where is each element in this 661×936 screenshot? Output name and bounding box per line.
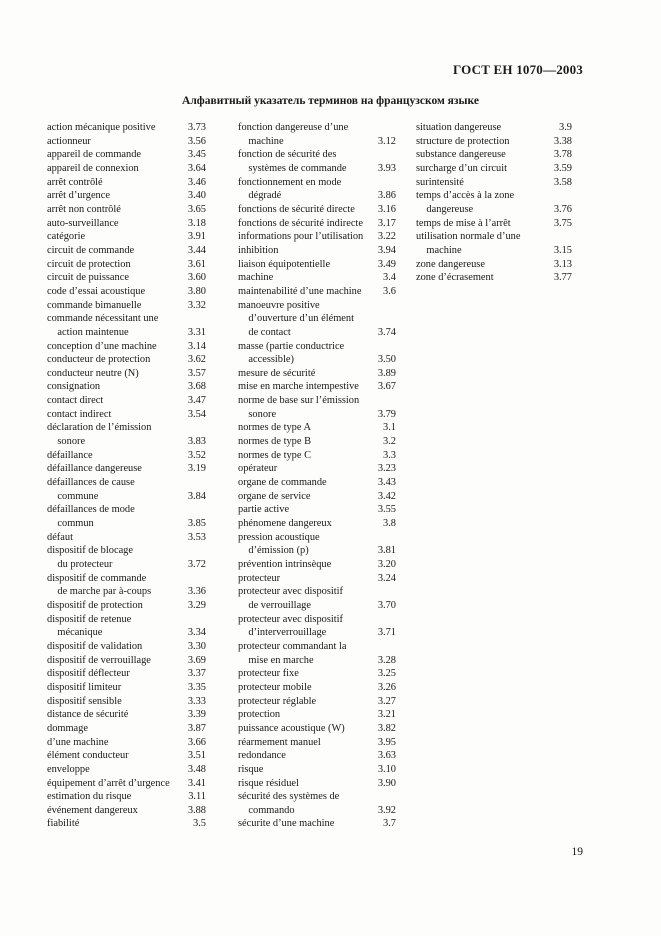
- index-term-number: 3.55: [377, 504, 396, 516]
- index-term-number: 3.3: [383, 449, 396, 461]
- index-term: commande bimanuelle: [47, 299, 142, 311]
- index-entry: [47, 777, 212, 791]
- index-term: distance de sécurité: [47, 709, 129, 721]
- index-entry: [47, 599, 212, 613]
- index-term: dispositif limiteur: [47, 681, 122, 693]
- index-term: risque: [238, 763, 264, 775]
- index-term: défaut: [47, 531, 73, 543]
- index-entry: [47, 299, 212, 313]
- index-term-number: 3.11: [188, 791, 206, 803]
- index-entry: [47, 162, 212, 176]
- index-entry: [238, 681, 398, 695]
- index-term-number: 3.44: [187, 244, 206, 256]
- index-entry: [47, 708, 212, 722]
- index-entry: [238, 722, 398, 736]
- index-term: surcharge d’un circuit: [416, 162, 507, 174]
- index-entry: [238, 777, 398, 791]
- index-term: dispositif de validation: [47, 640, 143, 652]
- index-entry: [47, 749, 212, 763]
- index-entry: [238, 217, 398, 231]
- index-term-number: 3.72: [187, 559, 206, 570]
- index-term: circuit de puissance: [47, 272, 129, 284]
- index-term: arrêt d’urgence: [47, 190, 110, 202]
- index-column-3: [416, 121, 576, 285]
- index-term-number: 3.24: [377, 572, 396, 584]
- index-term: défaillance dangereuse: [47, 463, 142, 475]
- index-entry: [416, 148, 576, 162]
- index-term: dispositif de retenue mécanique: [47, 613, 132, 639]
- index-entry: [238, 340, 398, 367]
- index-entry: [47, 340, 212, 354]
- index-term: substance dangereuse: [416, 149, 506, 161]
- index-term: auto-surveillance: [47, 217, 119, 229]
- index-entry: [416, 271, 576, 285]
- index-entry: [47, 462, 212, 476]
- index-term: protecteur fixe: [238, 668, 299, 680]
- index-term-number: 3.41: [187, 777, 206, 789]
- index-term: protecteur: [238, 572, 281, 584]
- index-term-number: 3.34: [187, 627, 206, 639]
- index-term: circuit de commande: [47, 244, 135, 256]
- index-term: protection: [238, 709, 281, 721]
- index-term-number: 3.35: [187, 681, 206, 693]
- index-term-number: 3.43: [377, 477, 396, 489]
- index-term: sécurite d’une machine: [238, 818, 335, 830]
- index-entry: [47, 353, 212, 367]
- index-entry: [47, 176, 212, 190]
- index-term-number: 3.82: [377, 722, 396, 734]
- index-entry: [47, 203, 212, 217]
- index-entry: [238, 708, 398, 722]
- index-term: défaillance: [47, 449, 93, 461]
- index-term: fonction de sécurité des systèmes de commande: [238, 149, 347, 174]
- index-term-number: 3.12: [377, 135, 396, 147]
- index-term: commande nécessitant une action maintenue: [47, 313, 159, 338]
- index-term-number: 3.36: [187, 586, 206, 598]
- index-entry: [47, 804, 212, 818]
- index-term-number: 3.85: [187, 518, 206, 530]
- index-term: protecteur avec dispositif de verrouillage: [238, 586, 344, 611]
- index-term-number: 3.93: [377, 162, 396, 174]
- index-term-number: 3.80: [187, 285, 206, 297]
- index-term: organe de commande: [238, 477, 327, 489]
- index-entry: [416, 189, 576, 216]
- index-term-number: 3.26: [377, 681, 396, 693]
- index-term: informations pour l’utilisation: [238, 231, 364, 243]
- index-entry: [238, 258, 398, 272]
- index-term: fiabilité: [47, 818, 80, 830]
- index-term-number: 3.16: [377, 203, 396, 215]
- index-entry: [47, 285, 212, 299]
- index-term-number: 3.86: [377, 190, 396, 202]
- index-term: sécurité des systèmes de commando: [238, 791, 340, 816]
- index-term-number: 3.74: [377, 326, 396, 338]
- index-term-number: 3.21: [377, 709, 396, 721]
- index-entry: [47, 244, 212, 258]
- index-term: prévention intrinsèque: [238, 559, 332, 570]
- index-entry: [47, 667, 212, 681]
- index-term: machine: [238, 272, 274, 284]
- index-term: fonctionnement en mode dégradé: [238, 176, 342, 202]
- index-term: actionneur: [47, 135, 91, 147]
- index-term-number: 3.61: [187, 258, 206, 270]
- index-term-number: 3.62: [187, 354, 206, 366]
- index-term: dispositif de blocage du protecteur: [47, 545, 133, 570]
- index-entry: [238, 244, 398, 258]
- index-entry: [47, 544, 212, 571]
- index-term-number: 3.39: [187, 709, 206, 721]
- index-term: défaillances de cause commune: [47, 477, 135, 502]
- index-entry: [238, 640, 398, 667]
- index-term-number: 3.42: [377, 490, 396, 502]
- index-term: mise en marche intempestive: [238, 381, 359, 393]
- index-term: protecteur réglable: [238, 695, 317, 707]
- index-entry: [47, 421, 212, 448]
- index-term-number: 3.81: [377, 545, 396, 557]
- index-term-number: 3.50: [377, 354, 396, 366]
- index-entry: [47, 763, 212, 777]
- index-term-number: 3.66: [187, 736, 206, 748]
- index-term: redondance: [238, 750, 286, 762]
- index-entry: [47, 230, 212, 244]
- index-term-number: 3.63: [377, 750, 396, 762]
- index-entry: [416, 176, 576, 190]
- index-term-number: 3.14: [187, 340, 206, 352]
- index-term: mesure de sécurité: [238, 367, 316, 379]
- index-term: normes de type C: [238, 449, 312, 461]
- index-term-number: 3.89: [377, 367, 396, 379]
- index-term: surintensité: [416, 176, 464, 188]
- index-term-number: 3.31: [187, 326, 206, 338]
- index-term-number: 3.9: [559, 122, 572, 133]
- index-term-number: 3.58: [553, 176, 572, 188]
- index-term: circuit de protection: [47, 258, 131, 270]
- index-term-number: 3.68: [187, 381, 206, 393]
- index-entry: [47, 681, 212, 695]
- index-term: zone dangereuse: [416, 258, 485, 270]
- index-term: fonction dangereuse d’une machine: [238, 122, 349, 147]
- index-term-number: 3.46: [187, 176, 206, 188]
- index-term: opérateur: [238, 463, 278, 475]
- index-entry: [238, 421, 398, 435]
- index-term-number: 3.92: [377, 804, 396, 816]
- index-entry: [238, 503, 398, 517]
- index-term-number: 3.25: [377, 668, 396, 680]
- index-term: utilisation normale d’une machine: [416, 231, 521, 256]
- index-entry: [238, 585, 398, 612]
- index-entry: [238, 176, 398, 203]
- index-entry: [238, 572, 398, 586]
- index-term: catégorie: [47, 231, 86, 243]
- index-term: défaillances de mode commun: [47, 504, 135, 530]
- index-entry: [416, 121, 576, 135]
- index-entry: [47, 271, 212, 285]
- document-code: ГОСТ ЕН 1070—2003: [453, 62, 583, 77]
- index-term-number: 3.17: [377, 217, 396, 229]
- index-term: pression acoustique d’émission (p): [238, 531, 320, 557]
- index-entry: [238, 613, 398, 640]
- index-term: temps de mise à l’arrêt: [416, 217, 511, 229]
- index-term: d’une machine: [47, 736, 109, 748]
- index-entry: [238, 449, 398, 463]
- index-term: action mécanique positive: [47, 122, 156, 133]
- index-term: fonctions de sécurité directe: [238, 203, 355, 215]
- index-term: enveloppe: [47, 763, 90, 775]
- index-entry: [238, 558, 398, 572]
- index-term: contact indirect: [47, 408, 112, 420]
- index-term-number: 3.33: [187, 695, 206, 707]
- index-term-number: 3.30: [187, 640, 206, 652]
- index-entry: [416, 135, 576, 149]
- index-term-number: 3.87: [187, 722, 206, 734]
- index-term-number: 3.23: [377, 463, 396, 475]
- index-term-number: 3.27: [377, 695, 396, 707]
- index-term-number: 3.20: [377, 559, 396, 570]
- index-term-number: 3.45: [187, 149, 206, 161]
- index-entry: [47, 695, 212, 709]
- index-term: puissance acoustique (W): [238, 722, 345, 734]
- index-term: réarmement manuel: [238, 736, 321, 748]
- index-entry: [47, 817, 212, 831]
- index-entry: [47, 640, 212, 654]
- index-term: élément conducteur: [47, 750, 129, 762]
- index-entry: [238, 230, 398, 244]
- index-entry: [47, 258, 212, 272]
- index-term-number: 3.71: [377, 627, 396, 639]
- index-term: événement dangereux: [47, 804, 138, 816]
- index-title: Алфавитный указатель терминов на французском языке: [182, 95, 479, 107]
- index-term-number: 3.76: [553, 203, 572, 215]
- index-term-number: 3.15: [553, 244, 572, 256]
- index-term-number: 3.54: [187, 408, 206, 420]
- index-entry: [238, 763, 398, 777]
- index-term-number: 3.5: [193, 818, 206, 830]
- index-term-number: 3.90: [377, 777, 396, 789]
- index-entry: [238, 462, 398, 476]
- index-term-number: 3.64: [187, 162, 206, 174]
- index-term: norme de base sur l’émission sonore: [238, 395, 360, 420]
- index-entry: [416, 217, 576, 231]
- index-term: manoeuvre positive d’ouverture d’un élément de contact: [238, 299, 354, 338]
- index-term: protecteur mobile: [238, 681, 312, 693]
- index-term: inhibition: [238, 244, 279, 256]
- index-term-number: 3.56: [187, 135, 206, 147]
- index-term: partie active: [238, 504, 290, 516]
- index-term-number: 3.83: [187, 436, 206, 448]
- index-term-number: 3.77: [553, 272, 572, 284]
- index-term-number: 3.38: [553, 135, 572, 147]
- index-term-number: 3.94: [377, 244, 396, 256]
- index-entry: [47, 722, 212, 736]
- index-entry: [238, 790, 398, 817]
- index-entry: [238, 817, 398, 831]
- index-entry: [47, 312, 212, 339]
- index-term-number: 3.40: [187, 190, 206, 202]
- index-term-number: 3.32: [187, 299, 206, 311]
- index-term-number: 3.19: [187, 463, 206, 475]
- index-entry: [47, 736, 212, 750]
- index-term-number: 3.49: [377, 258, 396, 270]
- index-entry: [238, 394, 398, 421]
- index-entry: [47, 503, 212, 530]
- index-entry: [47, 367, 212, 381]
- index-term-number: 3.84: [187, 490, 206, 502]
- index-term: protecteur commandant la mise en marche: [238, 640, 347, 666]
- index-term: consignation: [47, 381, 101, 393]
- index-entry: [47, 135, 212, 149]
- index-term-number: 3.78: [553, 149, 572, 161]
- index-term-number: 3.70: [377, 599, 396, 611]
- index-entry: [238, 749, 398, 763]
- index-term: protecteur avec dispositif d’interverrouillage: [238, 613, 344, 639]
- index-term-number: 3.60: [187, 272, 206, 284]
- index-term-number: 3.1: [383, 422, 396, 434]
- index-term-number: 3.67: [377, 381, 396, 393]
- index-term: masse (partie conductrice accessible): [238, 340, 345, 366]
- index-term-number: 3.2: [383, 436, 396, 448]
- index-entry: [47, 449, 212, 463]
- index-term-number: 3.52: [187, 449, 206, 461]
- index-term-number: 3.95: [377, 736, 396, 748]
- index-term: dispositif déflecteur: [47, 668, 130, 680]
- index-term: conception d’une machine: [47, 340, 157, 352]
- index-term: code d’essai acoustique: [47, 285, 146, 297]
- index-entry: [47, 790, 212, 804]
- index-term-number: 3.73: [187, 122, 206, 133]
- index-term: appareil de connexion: [47, 162, 139, 174]
- index-entry: [47, 408, 212, 422]
- index-term-number: 3.18: [187, 217, 206, 229]
- index-entry: [416, 230, 576, 257]
- index-term: appareil de commande: [47, 149, 142, 161]
- index-term-number: 3.69: [187, 654, 206, 666]
- index-entry: [238, 271, 398, 285]
- index-term: situation dangereuse: [416, 122, 502, 133]
- index-entry: [238, 490, 398, 504]
- index-term: liaison équipotentielle: [238, 258, 331, 270]
- index-entry: [238, 667, 398, 681]
- index-entry: [47, 476, 212, 503]
- index-term: conducteur de protection: [47, 354, 151, 366]
- index-term: dispositif de protection: [47, 599, 143, 611]
- index-term-number: 3.6: [383, 285, 396, 297]
- index-term: arrêt non contrôlé: [47, 203, 121, 215]
- index-entry: [47, 217, 212, 231]
- index-entry: [238, 736, 398, 750]
- index-term: organe de service: [238, 490, 311, 502]
- index-entry: [238, 517, 398, 531]
- index-term: dispositif de verrouillage: [47, 654, 151, 666]
- index-term: dispositif sensible: [47, 695, 122, 707]
- index-term-number: 3.29: [187, 599, 206, 611]
- index-entry: [47, 394, 212, 408]
- index-entry: [47, 654, 212, 668]
- index-term: structure de protection: [416, 135, 510, 147]
- index-entry: [238, 148, 398, 175]
- page-number: 19: [571, 846, 583, 858]
- index-term: dispositif de commande de marche par à-coups: [47, 572, 152, 598]
- index-term-number: 3.8: [383, 518, 396, 530]
- index-term: normes de type B: [238, 436, 312, 448]
- index-term: déclaration de l’émission sonore: [47, 422, 152, 448]
- index-term: équipement d’arrêt d’urgence: [47, 777, 170, 789]
- index-term-number: 3.47: [187, 395, 206, 407]
- index-entry: [416, 258, 576, 272]
- index-term-number: 3.7: [383, 818, 396, 830]
- index-term-number: 3.4: [383, 272, 396, 284]
- index-term: temps d’accès à la zone dangereuse: [416, 190, 515, 215]
- index-term-number: 3.37: [187, 668, 206, 680]
- index-entry: [47, 148, 212, 162]
- index-term: estimation du risque: [47, 791, 132, 803]
- index-term-number: 3.57: [187, 367, 206, 379]
- index-term: arrêt contrôlé: [47, 176, 103, 188]
- index-entry: [238, 367, 398, 381]
- index-term-number: 3.10: [377, 763, 396, 775]
- index-term: risque résiduel: [238, 777, 299, 789]
- index-term-number: 3.65: [187, 203, 206, 215]
- index-entry: [238, 476, 398, 490]
- index-term: dommage: [47, 722, 88, 734]
- index-term-number: 3.79: [377, 408, 396, 420]
- index-entry: [238, 203, 398, 217]
- index-entry: [47, 121, 212, 135]
- index-term: contact direct: [47, 395, 104, 407]
- index-entry: [47, 572, 212, 599]
- index-entry: [238, 285, 398, 299]
- index-column-2: [238, 121, 398, 831]
- index-term: conducteur neutre (N): [47, 367, 139, 379]
- index-column-1: [47, 121, 212, 831]
- index-entry: [47, 189, 212, 203]
- index-entry: [238, 299, 398, 340]
- index-term-number: 3.22: [377, 231, 396, 243]
- index-entry: [238, 121, 398, 148]
- index-entry: [238, 695, 398, 709]
- index-entry: [47, 613, 212, 640]
- index-entry: [416, 162, 576, 176]
- index-term-number: 3.28: [377, 654, 396, 666]
- index-term-number: 3.59: [553, 162, 572, 174]
- index-term: maintenabilité d’une machine: [238, 285, 362, 297]
- index-term-number: 3.51: [187, 750, 206, 762]
- index-term-number: 3.13: [553, 258, 572, 270]
- index-entry: [238, 380, 398, 394]
- index-entry: [47, 531, 212, 545]
- index-term-number: 3.48: [187, 763, 206, 775]
- index-entry: [238, 435, 398, 449]
- index-term-number: 3.75: [553, 217, 572, 229]
- index-term: fonctions de sécurité indirecte: [238, 217, 363, 229]
- index-term-number: 3.53: [187, 531, 206, 543]
- index-term: normes de type A: [238, 422, 312, 434]
- index-term: zone d’écrasement: [416, 272, 494, 284]
- index-term: phénomene dangereux: [238, 518, 332, 530]
- index-entry: [47, 380, 212, 394]
- index-entry: [238, 531, 398, 558]
- index-term-number: 3.91: [187, 231, 206, 243]
- index-term-number: 3.88: [187, 804, 206, 816]
